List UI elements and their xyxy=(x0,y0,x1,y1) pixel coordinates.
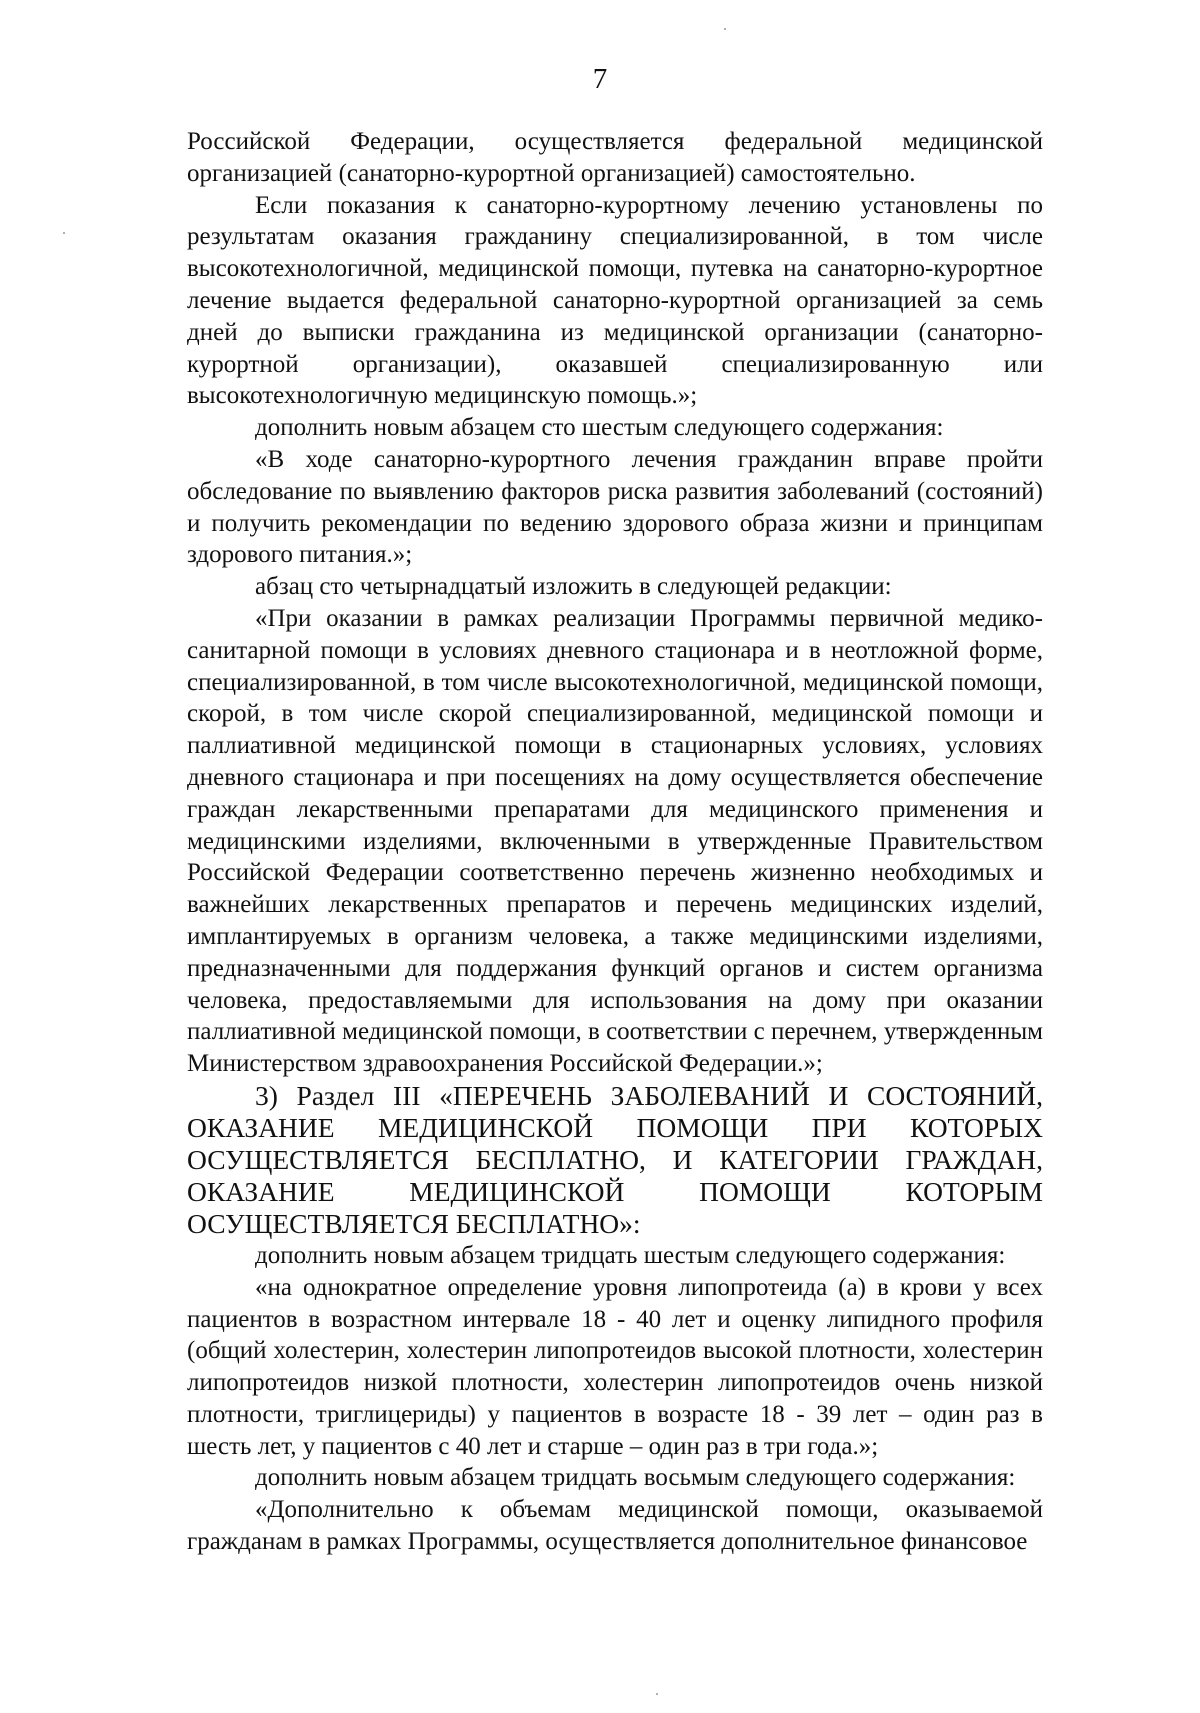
document-body xyxy=(187,126,1043,1558)
paragraph-10: дополнить новым абзацем тридцать восьмым следующего содержания: xyxy=(255,1464,1016,1492)
scan-speck xyxy=(724,28,726,30)
paragraph-2: Если показания к санаторно-курортному лечению установлены по результатам оказания гражданину специализированной, в том числе высокотехнологичной, медицинской помощи, путевка на санаторно-курортное лечение выдается федеральной санаторно-курортной организацией за семь дней до выписки гражданина из медицинской организации (санаторно-курортной организации), оказавшей специализированную или высокотехнологичную медицинскую помощь.»; xyxy=(187,191,1043,410)
paragraph-3: дополнить новым абзацем сто шестым следующего содержания: xyxy=(255,414,944,442)
section-heading-paragraph: 3) Раздел III «ПЕРЕЧЕНЬ ЗАБОЛЕВАНИЙ И СОСТОЯНИЙ, ОКАЗАНИЕ МЕДИЦИНСКОЙ ПОМОЩИ ПРИ КОТОРЫХ ОСУЩЕСТВЛЯЕТСЯ БЕСПЛАТНО, И КАТЕГОРИИ ГРАЖДАН, ОКАЗАНИЕ МЕДИЦИНСКОЙ ПОМОЩИ КОТОРЫМ ОСУЩЕСТВЛЯЕТСЯ БЕСПЛАТНО»: xyxy=(187,1079,1043,1239)
scan-speck xyxy=(63,232,65,234)
paragraph-6: «При оказании в рамках реализации Программы первичной медико-санитарной помощи в условиях дневного стационара и в неотложной форме, специализированной, в том числе высокотехнологичной, медицинской помощи, скорой, в том числе скорой специализированной, медицинской помощи и паллиативной медицинской помощи в стационарных условиях, условиях дневного стационара и при посещениях на дому осуществляется обеспечение граждан лекарственными препаратами для медицинского применения и медицинскими изделиями, включенными в утвержденные Правительством Российской Федерации соответственно перечень жизненно необходимых и важнейших лекарственных препаратов и перечень медицинских изделий, имплантируемых в организм человека, а также медицинскими изделиями, предназначенными для поддержания функций органов и систем организма человека, предоставляемыми для использования на дому при оказании паллиативной медицинской помощи, в соответствии с перечнем, утвержденным Министерством здравоохранения Российской Федерации.»; xyxy=(187,604,1043,1078)
scan-speck xyxy=(656,1693,658,1695)
paragraph-9: «на однократное определение уровня липопротеида (а) в крови у всех пациентов в возрастном интервале 18 - 40 лет и оценку липидного профиля (общий холестерин, холестерин липопротеидов высокой плотности, холестерин липопротеидов низкой плотности, холестерин липопротеидов очень низкой плотности, триглицериды) у пациентов в возрасте 18 - 39 лет – один раз в шесть лет, у пациентов с 40 лет и старше – один раз в три года.»; xyxy=(187,1273,1043,1460)
paragraph-5: абзац сто четырнадцатый изложить в следующей редакции: xyxy=(255,573,892,601)
paragraph-4: «В ходе санаторно-курортного лечения гражданин вправе пройти обследование по выявлению факторов риска развития заболеваний (состояний) и получить рекомендации по ведению здорового образа жизни и принципам здорового питания.»; xyxy=(187,445,1043,569)
paragraph-1: Российской Федерации, осуществляется федеральной медицинской организацией (санаторно-курортной организацией) самостоятельно. xyxy=(187,128,1043,187)
paragraph-8: дополнить новым абзацем тридцать шестым следующего содержания: xyxy=(255,1241,1006,1269)
paragraph-11: «Дополнительно к объемам медицинской помощи, оказываемой гражданам в рамках Программы, осуществляется дополнительное финансовое xyxy=(187,1496,1043,1556)
page-number: 7 xyxy=(592,63,608,95)
